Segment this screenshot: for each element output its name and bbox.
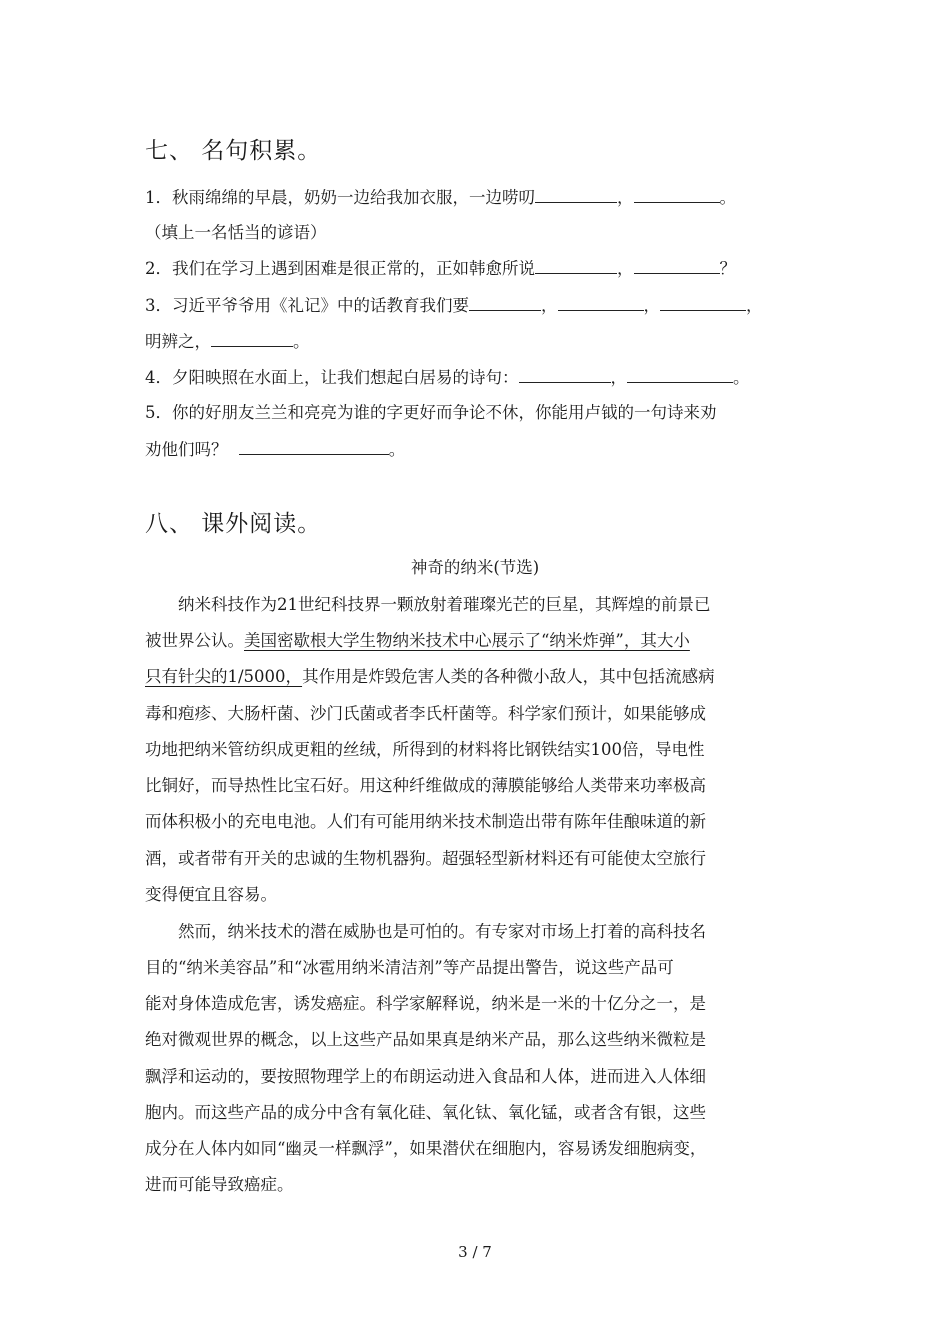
article-line: 毒和疱疹、大肠杆菌、沙门氏菌或者李氏杆菌等。科学家们预计，如果能够成 — [145, 704, 706, 723]
article-line: 只有针尖的1/5000，其作用是炸毁危害人类的各种微小敌人，其中包括流感病 — [145, 667, 715, 686]
article-line: 绝对微观世界的概念，以上这些产品如果真是纳米产品，那么这些纳米微粒是 — [145, 1030, 706, 1049]
article-line: 然而，纳米技术的潜在威胁也是可怕的。有专家对市场上打着的高科技名 — [145, 922, 706, 941]
answer-blank[interactable] — [634, 186, 720, 203]
article-title: 神奇的纳米(节选) — [410, 558, 540, 577]
article-line: 被世界公认。美国密歇根大学生物纳米技术中心展示了“纳米炸弹”，其大小 — [145, 631, 690, 650]
question-5: 5．你的好朋友兰兰和亮亮为谁的字更好而争论不休，你能用卢钺的一句诗来劝 — [145, 403, 717, 422]
question-1: 1．秋雨绵绵的早晨，奶奶一边给我加衣服，一边唠叨 ， 。 — [145, 188, 736, 207]
answer-blank[interactable] — [535, 186, 617, 203]
answer-blank[interactable] — [519, 366, 611, 383]
article-line: 比铜好，而导热性比宝石好。用这种纤维做成的薄膜能够给人类带来功率极高 — [145, 776, 706, 795]
underlined-sentence: 美国密歇根大学生物纳米技术中心展示了“纳米炸弹”，其大小 — [244, 631, 690, 650]
article-line: 酒，或者带有开关的忠诚的生物机器狗。超强轻型新材料还有可能使太空旅行 — [145, 849, 706, 868]
answer-blank[interactable] — [239, 438, 389, 455]
article-line: 成分在人体内如同“幽灵一样飘浮”，如果潜伏在细胞内，容易诱发细胞病变， — [145, 1139, 707, 1158]
article-line: 变得便宜且容易。 — [145, 885, 277, 904]
question-3-cont: 明辨之， 。 — [145, 332, 310, 351]
answer-blank[interactable] — [211, 330, 293, 347]
article-line: 飘浮和运动的，要按照物理学上的布朗运动进入食品和人体，进而进入人体细 — [145, 1067, 706, 1086]
answer-blank[interactable] — [634, 257, 720, 274]
answer-blank[interactable] — [627, 366, 733, 383]
answer-blank[interactable] — [558, 294, 644, 311]
article-line: 进而可能导致癌症。 — [145, 1175, 294, 1194]
answer-blank[interactable] — [469, 294, 541, 311]
article-line: 胞内。而这些产品的成分中含有氧化硅、氧化钛、氧化锰，或者含有银，这些 — [145, 1103, 706, 1122]
article-line: 而体积极小的充电电池。人们有可能用纳米技术制造出带有陈年佳酿味道的新 — [145, 812, 706, 831]
answer-blank[interactable] — [535, 257, 617, 274]
article-line: 能对身体造成危害，诱发癌症。科学家解释说，纳米是一米的十亿分之一，是 — [145, 994, 706, 1013]
page-number: 3 / 7 — [458, 1243, 492, 1261]
section-7-title: 七、 名句积累。 — [145, 138, 322, 164]
article-line: 纳米科技作为21世纪科技界一颗放射着璀璨光芒的巨星，其辉煌的前景已 — [145, 595, 711, 614]
question-2: 2．我们在学习上遇到困难是很正常的，正如韩愈所说 ， ？ — [145, 259, 736, 278]
underlined-sentence: 只有针尖的1/5000， — [145, 667, 303, 686]
question-5-cont: 劝他们吗？ 。 — [145, 440, 406, 459]
section-8-title: 八、 课外阅读。 — [145, 511, 322, 537]
answer-blank[interactable] — [660, 294, 746, 311]
article-line: 目的“纳米美容品”和“冰雹用纳米清洁剂”等产品提出警告，说这些产品可 — [145, 958, 674, 977]
question-1-note: （填上一名恬当的谚语） — [145, 223, 327, 242]
question-4: 4．夕阳映照在水面上，让我们想起白居易的诗句： ， 。 — [145, 368, 750, 387]
question-3: 3．习近平爷爷用《礼记》中的话教育我们要 ， ， ， — [145, 296, 763, 315]
article-line: 功地把纳米管纺织成更粗的丝绒，所得到的材料将比钢铁结实100倍，导电性 — [145, 740, 705, 759]
